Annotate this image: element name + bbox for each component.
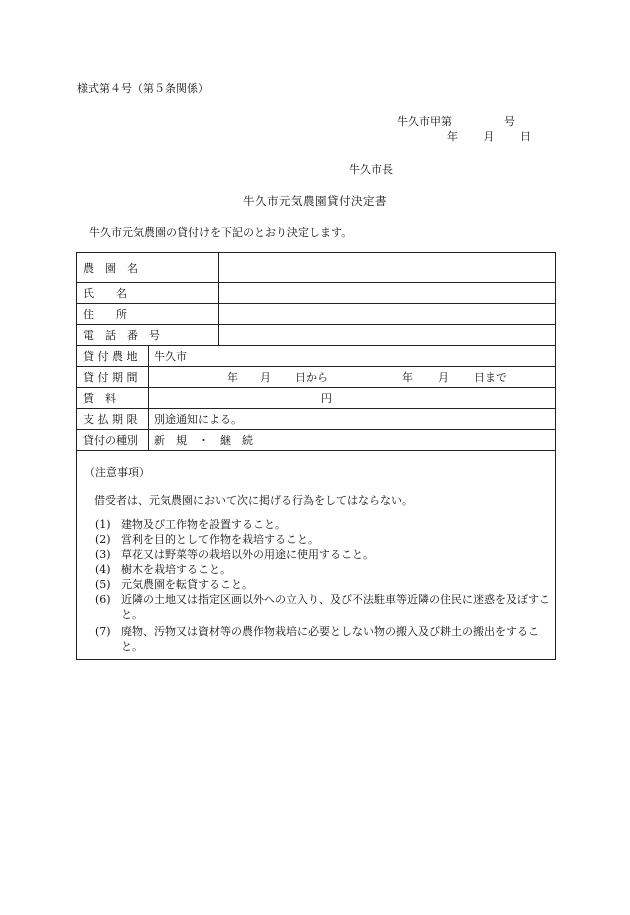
label-farm-name (77, 253, 219, 282)
period-to-year: 年 (402, 371, 413, 384)
period-from-year: 年 (227, 371, 238, 384)
date-month: 月 (483, 130, 495, 143)
label-text: 貸 付 期 間 (83, 371, 138, 384)
note-text: 廃物、汚物又は資材等の農作物栽培に必要としない物の搬入及び耕土の搬出をすること。 (121, 625, 539, 653)
loan-period-field[interactable] (149, 367, 555, 387)
row-phone (77, 325, 555, 346)
form-label: 様式第４号（第５条関係） (77, 82, 209, 95)
label-text: 支 払 期 限 (83, 413, 138, 426)
note-text: 樹木を栽培すること。 (121, 563, 231, 576)
period-from-month: 月 (260, 371, 271, 384)
label-text: 賃 料 (83, 392, 116, 405)
note-item (95, 592, 555, 622)
note-text: 草花又は野菜等の栽培以外の用途に使用すること。 (121, 548, 374, 561)
row-address (77, 304, 555, 325)
farm-name-field[interactable] (219, 253, 555, 282)
row-rent (77, 388, 555, 409)
note-item (95, 624, 555, 654)
document-title: 牛久市元気農園貸付決定書 (243, 194, 387, 208)
document-number (397, 113, 515, 129)
document-date (447, 128, 531, 144)
label-text: 農 園 名 (83, 261, 138, 275)
decision-form (76, 252, 556, 660)
name-field[interactable] (219, 283, 555, 303)
date-day: 日 (520, 130, 531, 143)
period-to-month: 月 (438, 371, 449, 384)
note-number: (4) (95, 563, 111, 576)
note-number: (1) (95, 518, 111, 531)
loan-type-value: 新 規 ・ 継 続 (154, 434, 253, 447)
note-item (95, 517, 555, 532)
period-to-day: 日まで (474, 371, 507, 384)
label-loan-type (77, 430, 149, 450)
loan-land-field[interactable] (149, 346, 555, 366)
issuer: 牛久市長 (349, 163, 393, 176)
note-item (95, 577, 555, 592)
document-number-prefix: 牛久市甲第 (397, 115, 452, 128)
note-text: 元気農園を転貸すること。 (121, 578, 253, 591)
row-loan-land (77, 346, 555, 367)
loan-land-value: 牛久市 (154, 350, 187, 363)
intro-text: 牛久市元気農園の貸付けを下記のとおり決定します。 (89, 226, 353, 239)
note-item (95, 547, 555, 562)
label-address (77, 304, 219, 324)
label-name (77, 283, 219, 303)
period-from-day: 日から (295, 371, 328, 384)
row-name (77, 283, 555, 304)
note-text: 建物及び工作物を設置すること。 (121, 518, 286, 531)
note-text: 営利を目的として作物を栽培すること。 (121, 533, 319, 546)
label-phone (77, 325, 219, 345)
note-number: (6) (95, 593, 111, 606)
notes-heading: （注意事項） (84, 466, 150, 479)
date-year: 年 (447, 130, 458, 143)
payment-deadline-field (149, 409, 555, 429)
notes-lead: 借受者は、元気農園において次に掲げる行為をしてはならない。 (94, 494, 413, 507)
note-number: (5) (95, 578, 111, 591)
loan-type-field[interactable] (149, 430, 555, 450)
payment-deadline-value: 別途通知による。 (154, 413, 242, 426)
phone-field[interactable] (219, 325, 555, 345)
label-text: 貸 付 農 地 (83, 350, 138, 363)
row-farm-name (77, 253, 555, 283)
label-text: 住 所 (83, 308, 127, 321)
rent-field[interactable] (149, 388, 555, 408)
row-payment-deadline (77, 409, 555, 430)
note-item (95, 562, 555, 577)
row-loan-type (77, 430, 555, 451)
note-number: (2) (95, 533, 111, 546)
label-loan-period (77, 367, 149, 387)
label-text: 電 話 番 号 (83, 329, 160, 342)
label-rent (77, 388, 149, 408)
note-number: (7) (95, 625, 111, 638)
note-number: (3) (95, 548, 111, 561)
address-field[interactable] (219, 304, 555, 324)
row-loan-period (77, 367, 555, 388)
label-text: 貸付の種別 (83, 434, 138, 447)
document-number-suffix: 号 (504, 115, 515, 128)
label-text: 氏 名 (83, 287, 127, 300)
note-item (95, 532, 555, 547)
label-payment-deadline (77, 409, 149, 429)
rent-unit: 円 (321, 392, 332, 405)
label-loan-land (77, 346, 149, 366)
note-text: 近隣の土地又は指定区画以外への立入り、及び不法駐車等近隣の住民に迷惑を及ぼすこと。 (121, 593, 550, 621)
